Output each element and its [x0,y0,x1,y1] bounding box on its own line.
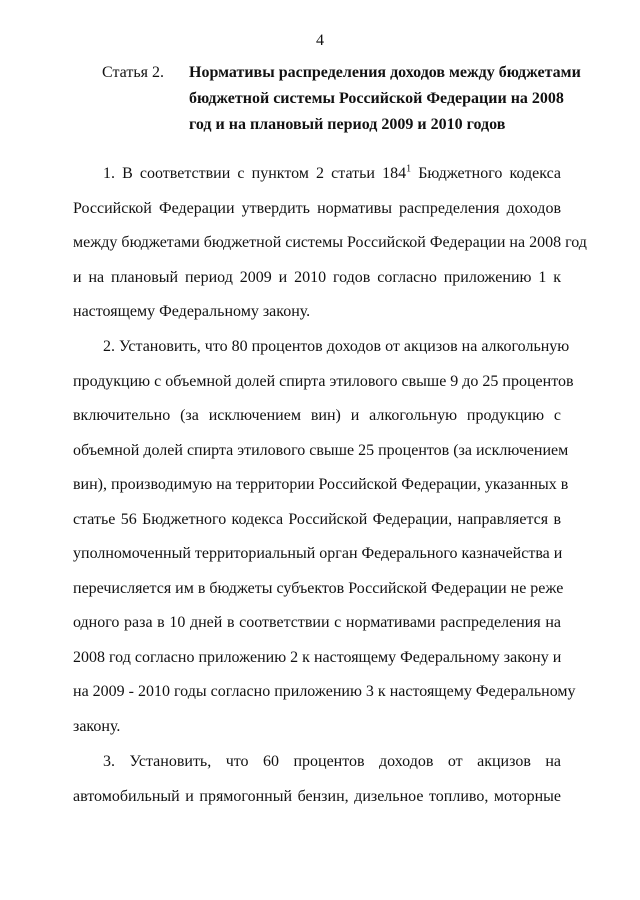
paragraph-line: настоящему Федеральному закону. [73,303,311,320]
paragraph-line: включительно (за исключением вин) и алкогольную продукцию с [73,407,561,424]
superscript-footnote: 1 [406,163,412,175]
paragraph-line-text: Бюджетного кодекса [411,165,562,182]
paragraph-line: статье 56 Бюджетного кодекса Российской Федерации, направляется в [73,510,561,528]
page-number: 4 [316,32,324,49]
paragraph-line: перечисляется им в бюджеты субъектов Российской Федерации не реже [73,579,564,597]
article-title-line: Нормативы распределения доходов между бюджетами [189,64,581,81]
paragraph-line: вин), производимую на территории Российской Федерации, указанных в [73,476,569,493]
paragraph-1 [73,157,587,330]
article-title-line: бюджетной системы Российской Федерации на 2008 [189,90,564,107]
paragraph-line: и на плановый период 2009 и 2010 годов согласно приложению 1 к [73,268,561,286]
paragraph-line: между бюджетами бюджетной системы Российской Федерации на 2008 год [73,234,587,251]
paragraph-line: одного раза в 10 дней в соответствии с нормативами распределения на [73,614,561,631]
paragraph-line-text: 1. В соответствии с пунктом 2 статьи 184 [103,165,407,182]
paragraph-line: объемной долей спирта этилового свыше 25 процентов (за исключением [73,441,569,459]
paragraph-line: 3. Установить, что 60 процентов доходов от акцизов на [103,753,561,770]
paragraph-line: на 2009 - 2010 годы согласно приложению 3 к настоящему Федеральному [73,683,576,700]
paragraph-line: автомобильный и прямогонный бензин, дизельное топливо, моторные [73,787,561,805]
paragraph-3 [73,745,561,814]
paragraph-line: уполномоченный территориальный орган Федерального казначейства и [73,545,563,562]
paragraph-line: 2. Установить, что 80 процентов доходов от акцизов на алкогольную [103,338,570,355]
paragraph-line: Российской Федерации утвердить нормативы распределения доходов [73,199,561,217]
paragraph-line [73,157,561,192]
article-label: Статья 2. [102,64,164,81]
paragraph-2 [73,330,576,744]
article-title-line: год и на плановый период 2009 и 2010 годов [189,116,506,133]
paragraph-line: 2008 год согласно приложению 2 к настоящему Федеральному закону и [73,648,562,666]
article-title [189,60,581,138]
paragraph-line: закону. [73,717,121,735]
paragraph-line: продукцию с объемной долей спирта этилового свыше 9 до 25 процентов [73,372,574,390]
